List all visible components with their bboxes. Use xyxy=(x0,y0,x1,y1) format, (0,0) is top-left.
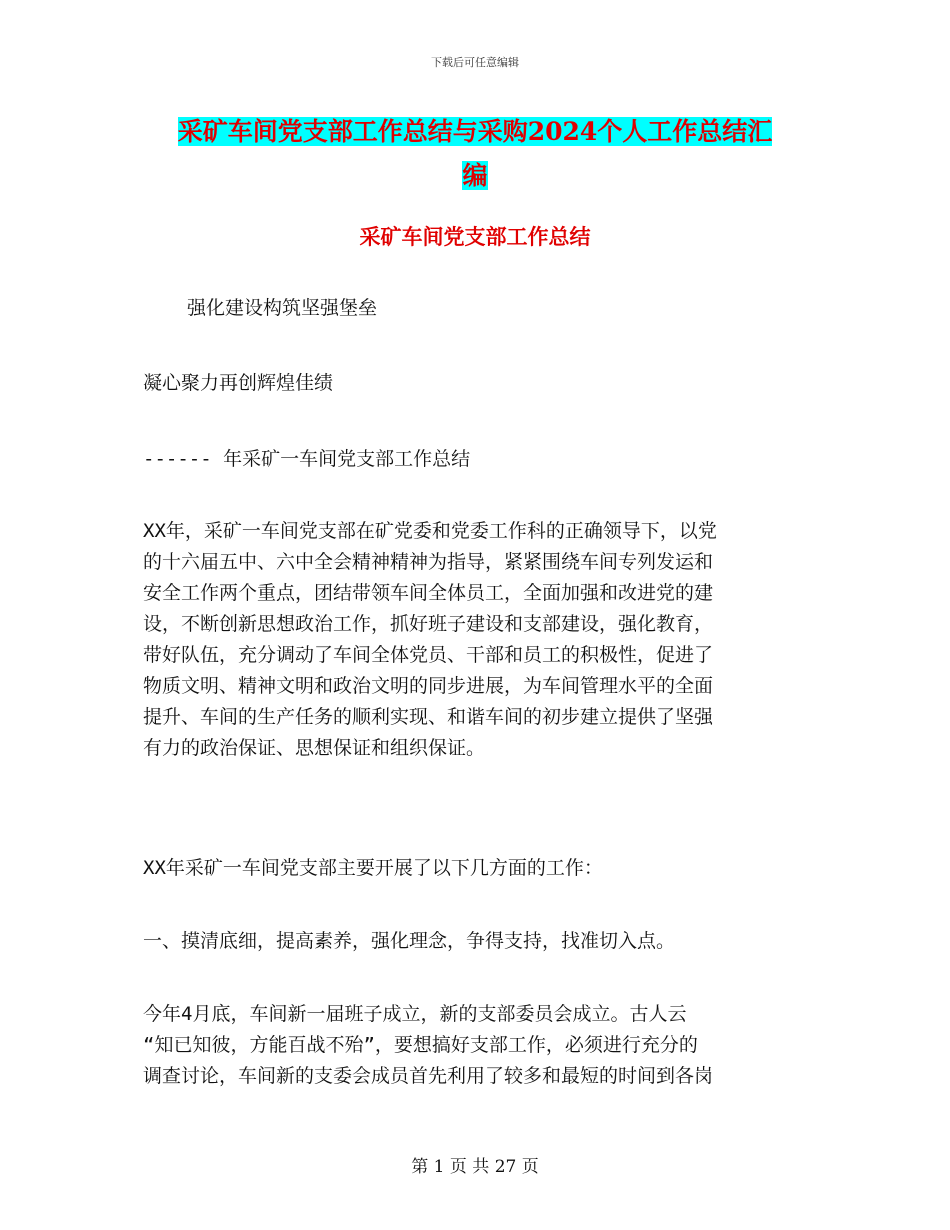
paragraph-body xyxy=(143,999,808,1092)
paragraph-work-overview: XX年采矿一车间党支部主要开展了以下几方面的工作： xyxy=(143,857,603,879)
paragraph-line: XX年，采矿一车间党支部在矿党委和党委工作科的正确领导下，以党 xyxy=(143,520,717,542)
section-title: 采矿车间党支部工作总结 xyxy=(359,224,591,249)
paragraph-line: 有力的政治保证、思想保证和组织保证。 xyxy=(143,737,486,759)
paragraph-subtitle: ------ 年采矿一车间党支部工作总结 xyxy=(143,448,471,470)
paragraph-slogan-2: 凝心聚力再创辉煌佳绩 xyxy=(143,372,334,394)
document-title-line-1: 采矿车间党支部工作总结与采购2024个人工作总结汇 xyxy=(177,117,773,146)
paragraph-line: 设，不断创新思想政治工作，抓好班子建设和支部建设，强化教育， xyxy=(143,613,714,635)
page-number: 第 1 页 共 27 页 xyxy=(411,1157,539,1177)
paragraph-line: 物质文明、精神文明和政治文明的同步进展，为车间管理水平的全面 xyxy=(143,675,714,697)
document-title xyxy=(0,110,950,198)
paragraph-line: 的十六届五中、六中全会精神精神为指导，紧紧围绕车间专列发运和 xyxy=(143,551,714,573)
paragraph-intro xyxy=(143,516,808,764)
document-title-line-2: 编 xyxy=(462,161,488,190)
page-header-note: 下载后可任意编辑 xyxy=(431,56,519,69)
paragraph-heading-one: 一、摸清底细，提高素养，强化理念，争得支持，找准切入点。 xyxy=(143,930,676,952)
paragraph-line: 安全工作两个重点，团结带领车间全体员工，全面加强和改进党的建 xyxy=(143,582,714,604)
paragraph-line: 提升、车间的生产任务的顺利实现、和谐车间的初步建立提供了坚强 xyxy=(143,706,714,728)
paragraph-line: “知已知彼，方能百战不殆”，要想搞好支部工作，必须进行充分的 xyxy=(143,1034,698,1056)
paragraph-line: 调查讨论，车间新的支委会成员首先利用了较多和最短的时间到各岗 xyxy=(143,1065,714,1087)
paragraph-line: 今年4月底，车间新一届班子成立，新的支部委员会成立。古人云 xyxy=(143,1003,687,1025)
paragraph-line: 带好队伍，充分调动了车间全体党员、干部和员工的积极性，促进了 xyxy=(143,644,714,666)
paragraph-slogan-1: 强化建设构筑坚强堡垒 xyxy=(187,297,378,319)
